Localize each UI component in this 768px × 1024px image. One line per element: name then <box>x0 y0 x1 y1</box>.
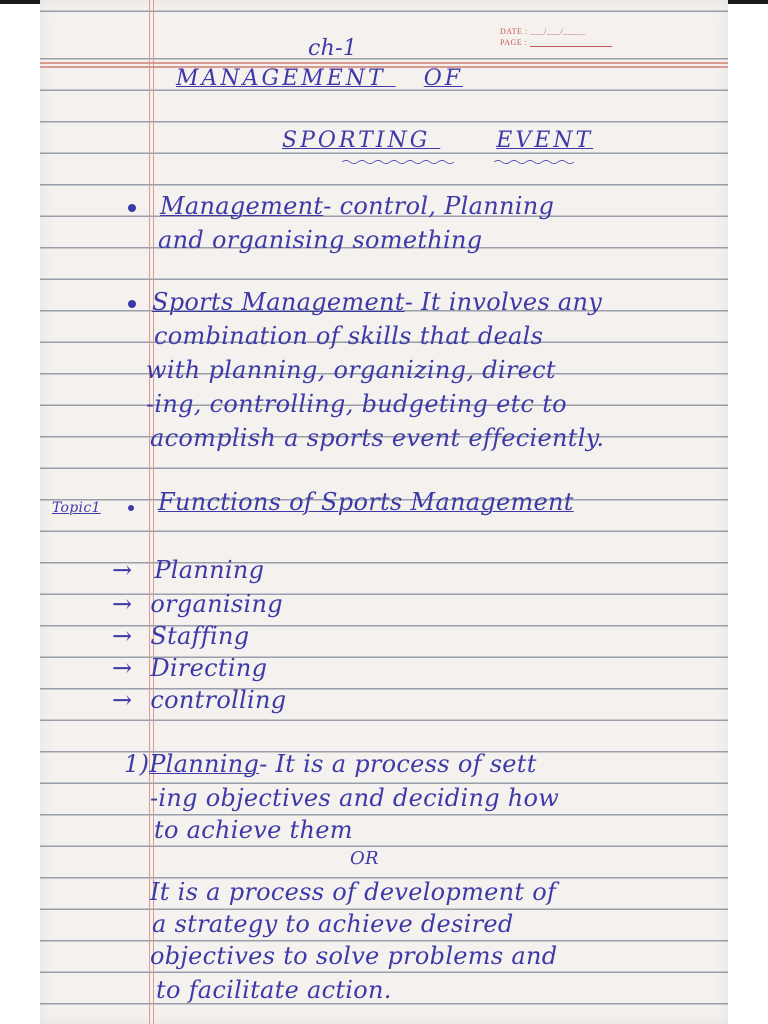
function-label: Planning <box>154 556 265 584</box>
title-line-1 <box>176 66 463 91</box>
title-word-management: MANAGEMENT <box>176 66 386 91</box>
function-item <box>112 686 286 714</box>
sports-def-1: - It involves any <box>404 288 603 316</box>
topic-margin-label: Topic1 <box>52 500 101 516</box>
sports-management-term: Sports Management <box>152 288 405 316</box>
planning-line-7: to facilitate action. <box>156 976 392 1004</box>
function-label: controlling <box>150 686 287 714</box>
page-blank <box>530 39 612 47</box>
bullet-dot <box>128 300 136 308</box>
title-word-event: EVENT <box>496 128 594 153</box>
planning-line-4: It is a process of development of <box>150 878 557 906</box>
management-term: Management <box>160 192 324 220</box>
title-word-sporting: SPORTING <box>282 128 431 153</box>
planning-line-2: -ing objectives and deciding how <box>150 784 560 812</box>
title-squiggle-underline <box>282 158 642 166</box>
title-line-2 <box>282 128 593 153</box>
planning-line-5: a strategy to achieve desired <box>152 910 514 938</box>
arrow-icon: → <box>112 590 133 618</box>
planning-line-1 <box>124 750 537 778</box>
function-item <box>112 622 249 650</box>
arrow-icon: → <box>112 556 133 584</box>
arrow-icon: → <box>112 622 133 650</box>
chapter-label: ch-1 <box>308 36 358 61</box>
topic-heading: Functions of Sports Management <box>158 488 574 516</box>
title-word-of: OF <box>423 66 464 91</box>
function-label: Directing <box>150 654 268 682</box>
header-rule <box>40 62 728 64</box>
page-label: PAGE : <box>500 38 528 47</box>
sports-line-5: acomplish a sports event effeciently. <box>150 424 605 452</box>
or-separator: OR <box>350 848 379 869</box>
sports-line-1 <box>152 288 602 316</box>
planning-term: Planning <box>149 750 260 778</box>
planning-number: 1) <box>124 750 150 778</box>
planning-line-6: objectives to solve problems and <box>150 942 558 970</box>
sports-line-4: -ing, controlling, budgeting etc to <box>146 390 567 418</box>
function-item <box>112 590 283 618</box>
sports-line-3: with planning, organizing, direct <box>146 356 556 384</box>
bullet-dot <box>128 505 134 511</box>
function-item <box>112 556 264 584</box>
management-line-1 <box>160 192 554 220</box>
left-margin-line-2 <box>153 0 154 1024</box>
management-def-1: - control, Planning <box>323 192 555 220</box>
date-label: DATE : <box>500 27 528 36</box>
arrow-icon: → <box>112 686 133 714</box>
left-margin-line <box>149 0 150 1024</box>
sports-line-2: combination of skills that deals <box>154 322 544 350</box>
date-blank: ___/___/_____ <box>530 27 586 36</box>
function-label: organising <box>150 590 283 618</box>
function-label: Staffing <box>150 622 250 650</box>
planning-line-3: to achieve them <box>154 816 353 844</box>
planning-def-1: - It is a process of sett <box>259 750 537 778</box>
arrow-icon: → <box>112 654 133 682</box>
management-line-2: and organising something <box>158 226 483 254</box>
function-item <box>112 654 267 682</box>
date-page-stamp <box>500 26 612 48</box>
bullet-dot <box>128 204 136 212</box>
